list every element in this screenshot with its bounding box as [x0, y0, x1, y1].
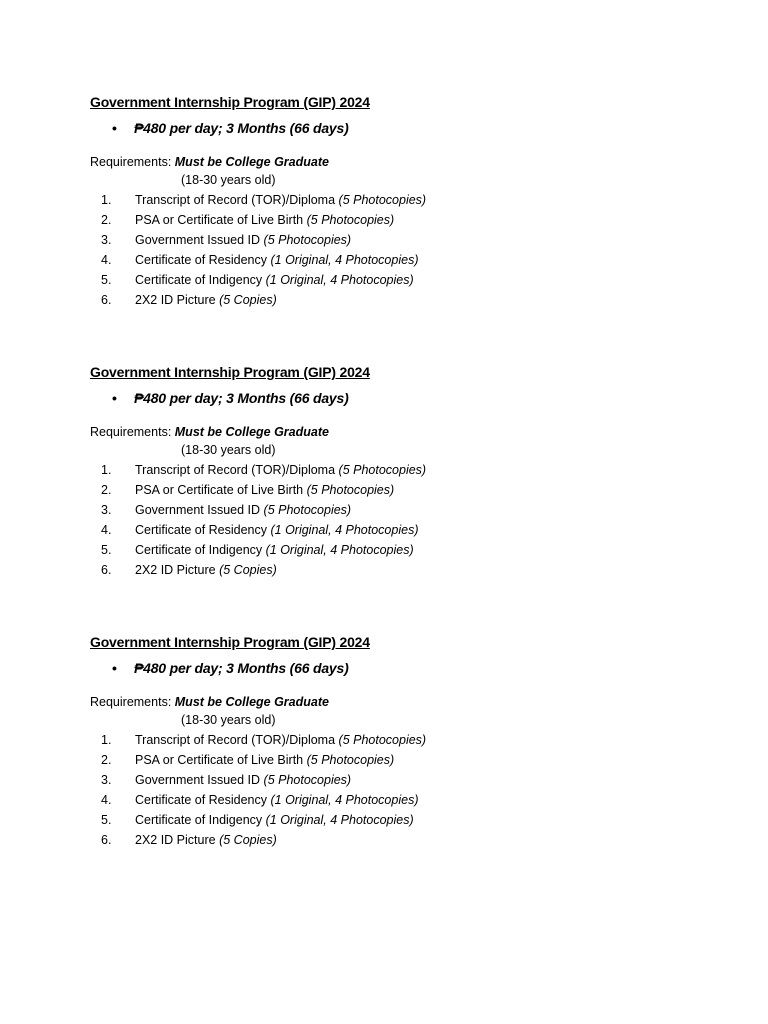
item-qty: (5 Copies) — [219, 833, 277, 847]
item-number: 1. — [101, 463, 112, 477]
list-item — [90, 770, 426, 790]
rate-text: ₱480 per day; 3 Months (66 days) — [134, 660, 349, 676]
item-number: 6. — [101, 563, 112, 577]
item-text: Transcript of Record (TOR)/Diploma — [135, 463, 339, 477]
rate-text: ₱480 per day; 3 Months (66 days) — [134, 120, 349, 136]
item-qty: (5 Photocopies) — [263, 773, 352, 787]
item-number: 4. — [101, 253, 112, 267]
item-text: Government Issued ID — [135, 503, 264, 517]
age-range: (18-30 years old) — [181, 173, 276, 187]
requirements-label: Requirements: — [90, 695, 175, 709]
item-text: 2X2 ID Picture — [135, 293, 220, 307]
section-title: Government Internship Program (GIP) 2024 — [90, 94, 370, 110]
item-qty: (5 Photocopies) — [338, 733, 427, 747]
item-text: PSA or Certificate of Live Birth — [135, 483, 307, 497]
item-qty: (1 Original, 4 Photocopies) — [270, 793, 419, 807]
item-qty: (5 Copies) — [219, 293, 277, 307]
item-qty: (5 Photocopies) — [338, 193, 427, 207]
item-number: 5. — [101, 543, 112, 557]
rate-text: ₱480 per day; 3 Months (66 days) — [134, 390, 349, 406]
list-item — [90, 460, 426, 480]
list-item — [90, 540, 426, 560]
item-text: Certificate of Indigency — [135, 813, 266, 827]
list-item — [90, 250, 426, 270]
list-item — [90, 520, 426, 540]
section-title: Government Internship Program (GIP) 2024 — [90, 634, 370, 650]
item-text: Transcript of Record (TOR)/Diploma — [135, 193, 339, 207]
requirements-line — [90, 155, 329, 169]
rate-bullet — [112, 660, 349, 676]
item-qty: (5 Photocopies) — [338, 463, 427, 477]
requirements-line — [90, 695, 329, 709]
item-number: 6. — [101, 833, 112, 847]
item-text: Certificate of Residency — [135, 523, 271, 537]
list-item — [90, 560, 426, 580]
item-text: Government Issued ID — [135, 773, 264, 787]
rate-bullet — [112, 390, 349, 406]
requirements-list — [90, 730, 426, 850]
item-number: 4. — [101, 793, 112, 807]
list-item — [90, 210, 426, 230]
requirements-list — [90, 460, 426, 580]
item-number: 4. — [101, 523, 112, 537]
requirements-must: Must be College Graduate — [174, 425, 329, 439]
requirements-label: Requirements: — [90, 155, 175, 169]
section-title: Government Internship Program (GIP) 2024 — [90, 364, 370, 380]
item-text: PSA or Certificate of Live Birth — [135, 753, 307, 767]
item-number: 3. — [101, 773, 112, 787]
item-qty: (1 Original, 4 Photocopies) — [270, 523, 419, 537]
requirements-label: Requirements: — [90, 425, 175, 439]
item-text: Certificate of Residency — [135, 793, 271, 807]
item-qty: (1 Original, 4 Photocopies) — [265, 543, 414, 557]
item-qty: (1 Original, 4 Photocopies) — [265, 813, 414, 827]
item-text: 2X2 ID Picture — [135, 833, 220, 847]
list-item — [90, 730, 426, 750]
list-item — [90, 230, 426, 250]
list-item — [90, 500, 426, 520]
item-text: Government Issued ID — [135, 233, 264, 247]
list-item — [90, 190, 426, 210]
item-qty: (5 Photocopies) — [263, 233, 352, 247]
item-text: Certificate of Residency — [135, 253, 271, 267]
item-number: 3. — [101, 503, 112, 517]
list-item — [90, 790, 426, 810]
list-item — [90, 750, 426, 770]
item-number: 2. — [101, 753, 112, 767]
list-item — [90, 290, 426, 310]
item-text: Certificate of Indigency — [135, 543, 266, 557]
list-item — [90, 830, 426, 850]
requirements-must: Must be College Graduate — [174, 695, 329, 709]
item-number: 5. — [101, 273, 112, 287]
item-qty: (5 Copies) — [219, 563, 277, 577]
item-text: Transcript of Record (TOR)/Diploma — [135, 733, 339, 747]
list-item — [90, 270, 426, 290]
item-number: 6. — [101, 293, 112, 307]
item-qty: (1 Original, 4 Photocopies) — [265, 273, 414, 287]
item-qty: (5 Photocopies) — [306, 213, 395, 227]
requirements-must: Must be College Graduate — [174, 155, 329, 169]
age-range: (18-30 years old) — [181, 443, 276, 457]
age-range: (18-30 years old) — [181, 713, 276, 727]
rate-bullet — [112, 120, 349, 136]
item-number: 5. — [101, 813, 112, 827]
item-number: 2. — [101, 483, 112, 497]
item-number: 2. — [101, 213, 112, 227]
bullet-icon: • — [112, 390, 117, 406]
item-qty: (5 Photocopies) — [306, 483, 395, 497]
bullet-icon: • — [112, 120, 117, 136]
item-text: 2X2 ID Picture — [135, 563, 220, 577]
list-item — [90, 810, 426, 830]
item-number: 3. — [101, 233, 112, 247]
item-qty: (5 Photocopies) — [306, 753, 395, 767]
item-qty: (5 Photocopies) — [263, 503, 352, 517]
list-item — [90, 480, 426, 500]
item-qty: (1 Original, 4 Photocopies) — [270, 253, 419, 267]
requirements-line — [90, 425, 329, 439]
bullet-icon: • — [112, 660, 117, 676]
item-number: 1. — [101, 193, 112, 207]
item-number: 1. — [101, 733, 112, 747]
item-text: PSA or Certificate of Live Birth — [135, 213, 307, 227]
item-text: Certificate of Indigency — [135, 273, 266, 287]
requirements-list — [90, 190, 426, 310]
